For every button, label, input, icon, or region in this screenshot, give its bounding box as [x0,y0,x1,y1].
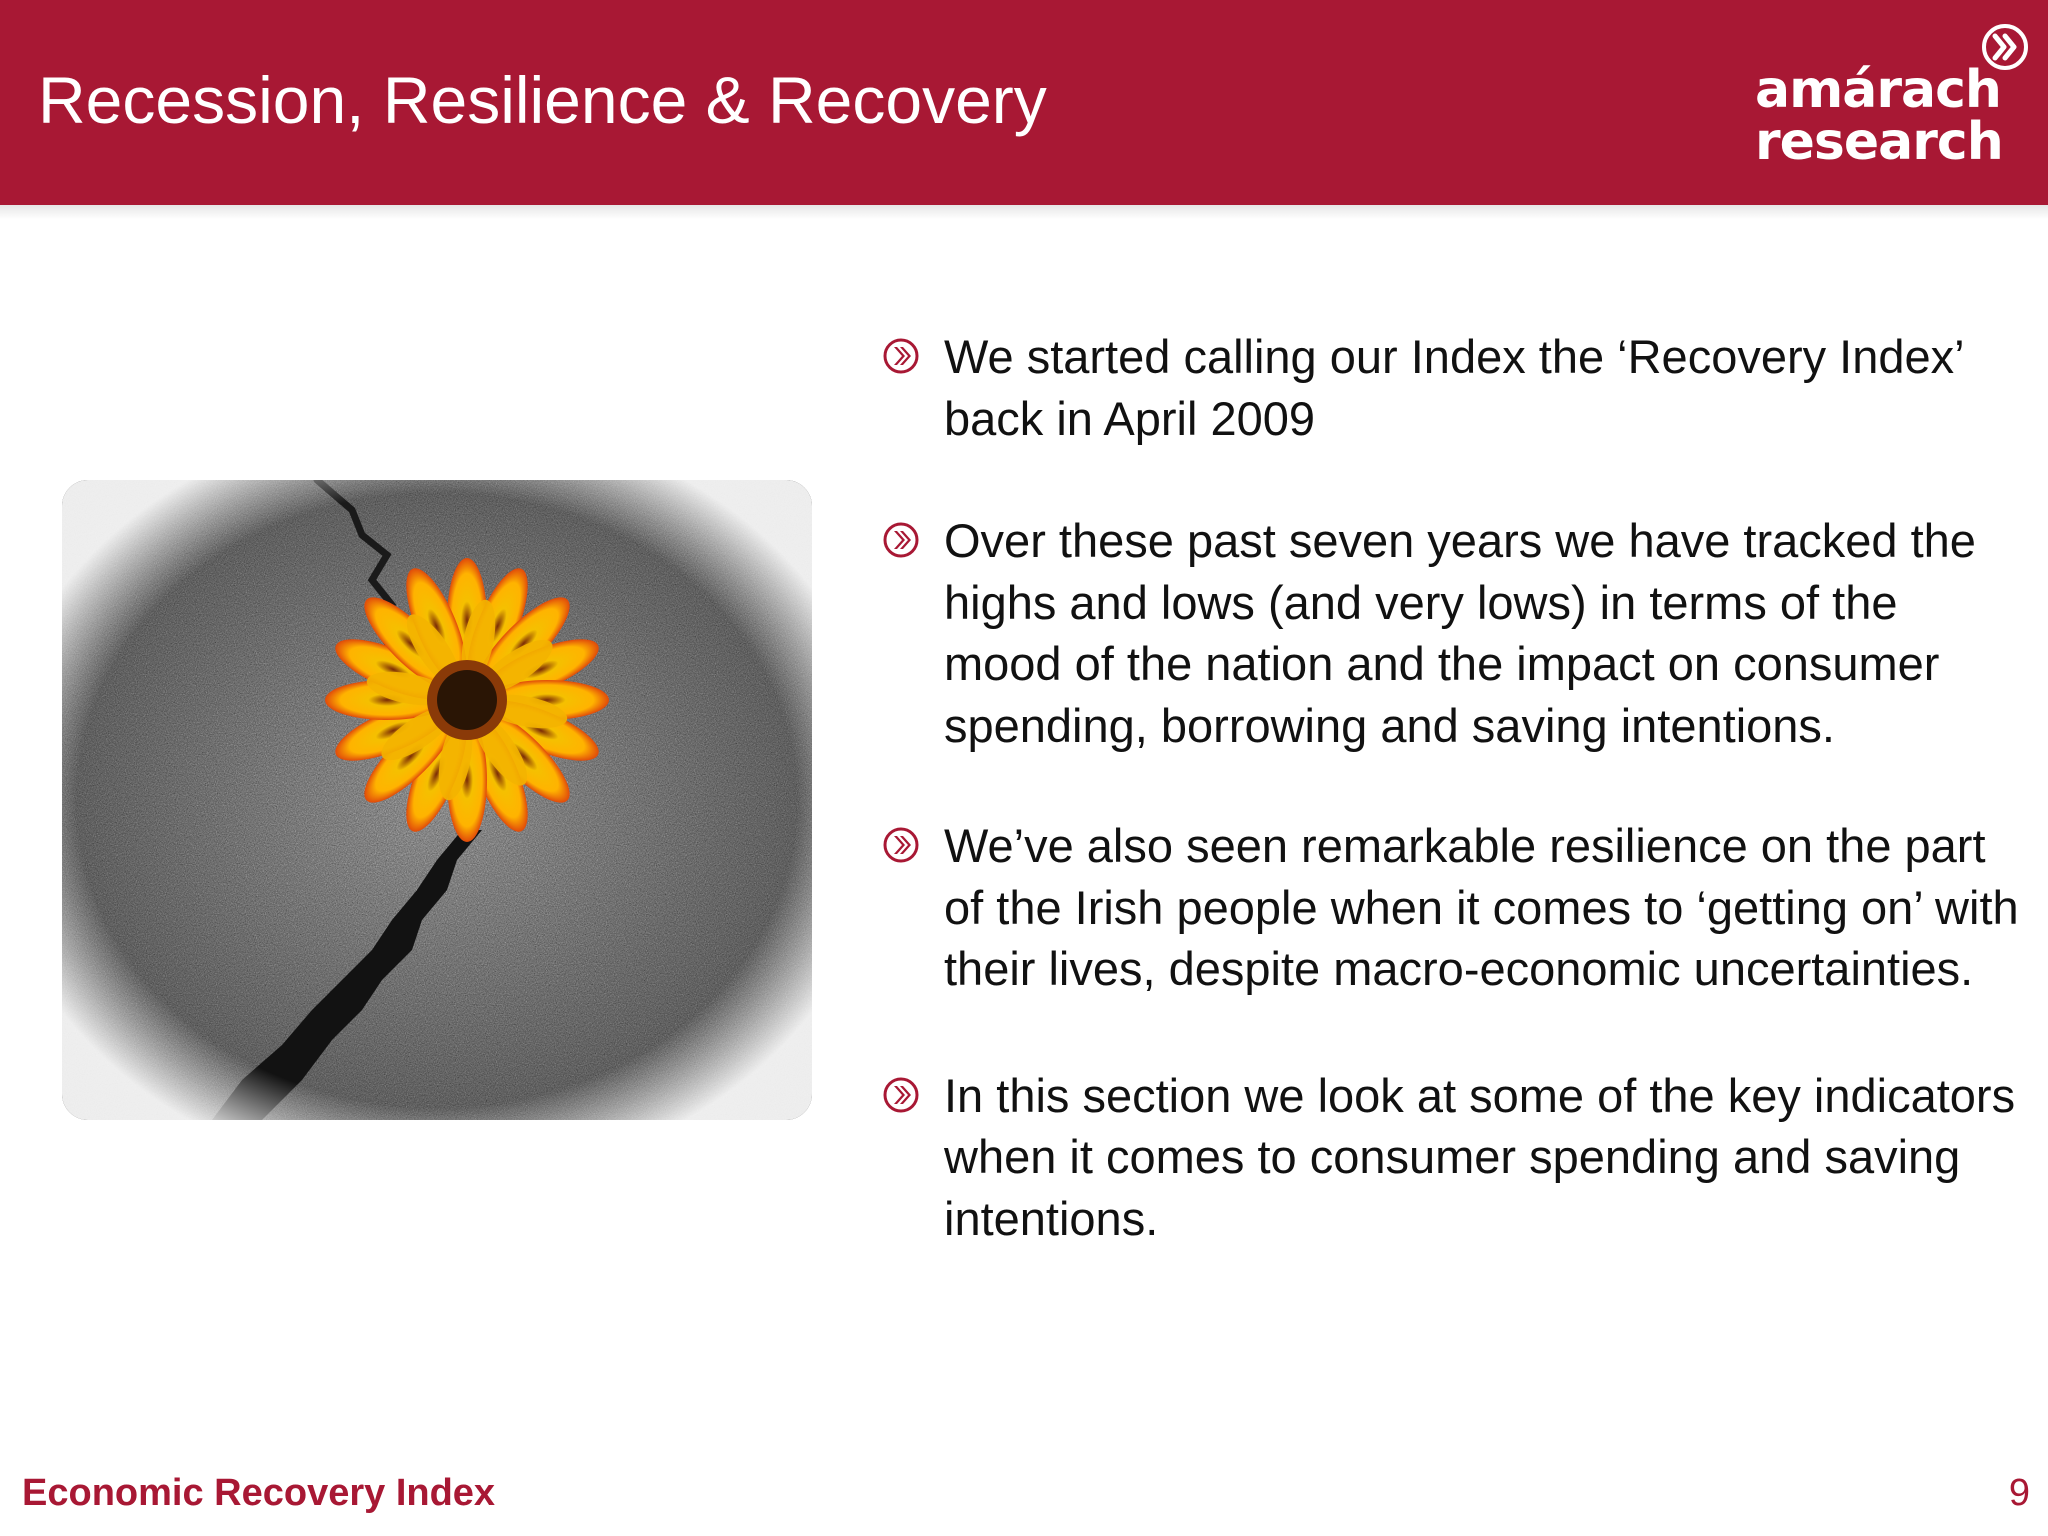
logo-wordmark [1755,60,2003,172]
bullet-text: We’ve also seen remarkable resilience on the part of the Irish people when it comes to ‘getting on’ with their lives, despite macro-economic uncertainties. [944,819,2019,995]
chevron-circle-bullet-icon [883,1077,919,1113]
bullet-text: We started calling our Index the ‘Recovery Index’ back in April 2009 [944,330,1963,445]
logo-line-1: amárach [1755,60,2001,120]
slide-title: Recession, Resilience & Recovery [38,63,1047,137]
logo-line-2: research [1755,112,2003,172]
footer-label: Economic Recovery Index [22,1472,496,1514]
list-item [880,510,2020,756]
chevron-circle-bullet-icon [883,827,919,863]
amarach-research-logo [1755,22,2035,172]
bullet-text: Over these past seven years we have tracked the highs and lows (and very lows) in terms of the mood of the nation and the impact on consumer spending, borrowing and saving intentions. [944,514,1976,752]
list-item [880,1065,2020,1250]
slide-header [0,0,2048,205]
chevron-circle-bullet-icon [883,338,919,374]
page-number: 9 [2008,1472,2030,1514]
list-item [880,815,2020,1000]
bullet-list [880,326,2020,1310]
bullet-text: In this section we look at some of the key indicators when it comes to consumer spending and saving intentions. [944,1068,2016,1245]
chevron-circle-bullet-icon [883,522,919,558]
flower-in-asphalt-crack-photo [62,480,812,1120]
list-item [880,326,2020,449]
